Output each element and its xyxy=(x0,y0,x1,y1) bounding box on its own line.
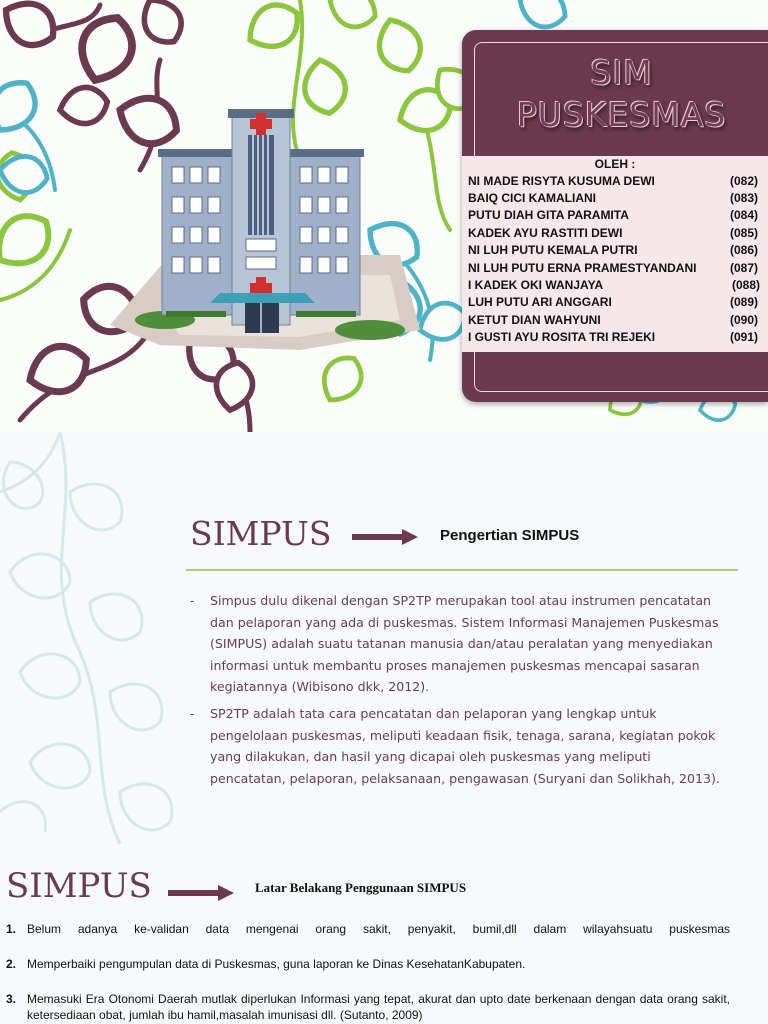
slide-title: SIMPUS xyxy=(190,514,332,553)
member-number: (084) xyxy=(729,208,758,222)
title-slide xyxy=(0,0,768,432)
item-number: 1. xyxy=(6,922,17,936)
member-number: (089) xyxy=(729,295,758,309)
right-arrow-icon xyxy=(352,529,418,545)
member-row xyxy=(468,277,760,294)
member-row xyxy=(468,225,760,242)
list-item xyxy=(6,921,730,937)
presentation-title xyxy=(475,52,768,136)
background-slide xyxy=(0,844,768,1024)
right-arrow-icon xyxy=(168,885,234,901)
member-name: I KADEK OKI WANJAYA xyxy=(468,278,604,292)
member-row xyxy=(468,329,760,346)
item-number: 3. xyxy=(6,992,17,1006)
hospital-building-icon xyxy=(100,105,430,355)
definition-paragraph xyxy=(190,590,730,698)
bullet-dash: - xyxy=(190,593,195,608)
item-text: Memperbaiki pengumpulan data di Puskesmas, guna laporan ke Dinas KesehatanKabupaten. xyxy=(27,957,526,971)
list-item xyxy=(6,991,730,1023)
title-line-1: SIM xyxy=(590,53,653,92)
definition-paragraph xyxy=(190,703,730,789)
slide-subtitle: Pengertian SIMPUS xyxy=(440,527,580,544)
list-item xyxy=(6,956,730,972)
member-name: BAIQ CICI KAMALIANI xyxy=(468,191,596,205)
faded-leaf-pattern xyxy=(0,432,200,844)
member-row xyxy=(468,312,760,329)
member-name: NI LUH PUTU KEMALA PUTRI xyxy=(468,243,638,257)
member-name: I GUSTI AYU ROSITA TRI REJEKI xyxy=(468,330,656,344)
member-row xyxy=(468,242,760,259)
member-row xyxy=(468,207,760,224)
member-number: (091) xyxy=(729,330,758,344)
item-text: Memasuki Era Otonomi Daerah mutlak diperlukan Informasi yang tepat, akurat dan upto date berkenaan dengan data orang sakit, ketersediaan obat, jumlah ibu hamil,masalah imunisasi dll. (Sutanto, 2009) xyxy=(27,992,730,1022)
bullet-dash: - xyxy=(190,706,195,721)
member-name: PUTU DIAH GITA PARAMITA xyxy=(468,208,629,222)
member-number: (087) xyxy=(729,261,758,275)
member-name: LUH PUTU ARI ANGGARI xyxy=(468,295,612,309)
member-name: KETUT DIAN WAHYUNI xyxy=(468,313,601,327)
item-number: 2. xyxy=(6,957,17,971)
definition-slide xyxy=(0,432,768,844)
member-number: (085) xyxy=(729,226,758,240)
member-number: (082) xyxy=(729,174,758,188)
member-number: (090) xyxy=(729,313,758,327)
paragraph-text: Simpus dulu dikenal dengan SP2TP merupakan tool atau instrumen pencatatan dan pelaporan yang ada di puskesmas. Sistem Informasi Manajemen Puskesmas (SIMPUS) adalah suatu tatanan manusia dan/atau peralatan yang menyediakan informasi untuk membantu proses manajemen puskesmas mencapai sasaran kegiatannya (Wibisono dkk, 2012). xyxy=(210,593,719,694)
member-number: (088) xyxy=(731,278,760,292)
item-text: Belum adanya ke-validan data mengenai orang sakit, penyakit, bumil,dll dalam wilayahsuatu puskesmas xyxy=(27,922,730,936)
member-name: NI LUH PUTU ERNA PRAMESTYANDANI xyxy=(468,261,697,275)
member-row xyxy=(468,190,760,207)
member-number: (086) xyxy=(729,243,758,257)
by-label: OLEH : xyxy=(594,157,636,171)
member-row xyxy=(468,260,760,277)
member-row xyxy=(468,294,760,311)
slide-subtitle: Latar Belakang Penggunaan SIMPUS xyxy=(255,880,467,895)
paragraph-text: SP2TP adalah tata cara pencatatan dan pelaporan yang lengkap untuk pengelolaan puskesmas, meliputi keadaan fisik, tenaga, sarana, kegiatan pokok yang dilakukan, dan hasil yang dicapai oleh puskesmas yang meliputi pencatatan, pelaporan, pelaksanaan, pengawasan (Suryani dan Solikhah, 2013). xyxy=(210,706,720,786)
divider-line xyxy=(186,569,738,571)
title-line-2: PUSKESMAS xyxy=(516,95,727,134)
member-name: NI MADE RISYTA KUSUMA DEWI xyxy=(468,174,655,188)
member-number: (083) xyxy=(729,191,758,205)
member-name: KADEK AYU RASTITI DEWI xyxy=(468,226,623,240)
member-row xyxy=(468,173,760,190)
slide-title: SIMPUS xyxy=(6,866,152,906)
